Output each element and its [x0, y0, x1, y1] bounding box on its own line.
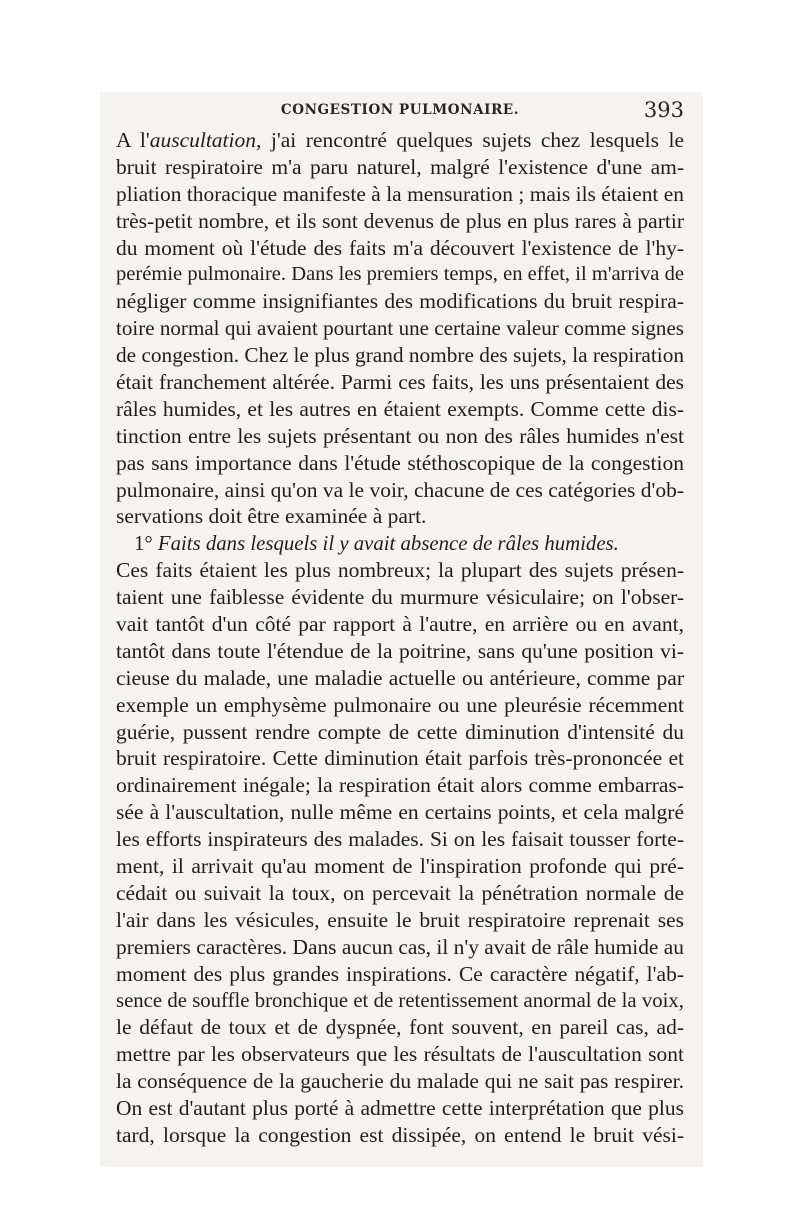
line-text: cédait ou suivait la toux, on percevait la pénétration normale de — [116, 880, 684, 905]
text-line — [116, 1122, 684, 1149]
line-text: pliation thoracique manifeste à la mensuration ; mais ils étaient en — [116, 181, 684, 206]
line-text: la conséquence de la gaucherie du malade qui ne sait pas respirer. — [116, 1069, 684, 1094]
line-text: tinction entre les sujets présentant ou non des râles humides n'est — [116, 423, 684, 448]
line-text: premiers caractères. Dans aucun cas, il n'y avait de râle humide au — [116, 934, 684, 959]
text-line — [116, 396, 684, 423]
text-line — [116, 719, 684, 746]
line-text: servations doit être examinée à part. — [116, 504, 427, 529]
text-line — [116, 1041, 684, 1068]
line-text: moment des plus grandes inspirations. Ce caractère négatif, l'ab- — [116, 961, 684, 986]
line-text: bruit respiratoire m'a paru naturel, malgré l'existence d'une am- — [116, 154, 684, 179]
text-line — [116, 477, 684, 504]
italic-text: auscultation, — [149, 128, 262, 152]
line-text: exemple un emphysème pulmonaire ou une pleurésie récemment — [116, 692, 684, 717]
text-line — [116, 423, 684, 450]
page-number: 393 — [643, 98, 684, 122]
text-line — [116, 584, 684, 611]
line-text: les efforts inspirateurs des malades. Si on les faisait tousser forte- — [116, 827, 684, 852]
line-text: A l' — [116, 128, 150, 152]
line-text: On est d'autant plus porté à admettre cette interprétation que plus — [116, 1096, 684, 1121]
text-line — [116, 208, 684, 235]
text-line — [116, 880, 684, 907]
text-line — [116, 1068, 684, 1095]
line-text: Ces faits étaient les plus nombreux; la plupart des sujets présen- — [116, 558, 684, 583]
line-text: j'ai rencontré quelques sujets chez lesquels le — [261, 128, 685, 152]
line-text: 1° — [134, 531, 158, 556]
line-text: ment, il arrivait qu'au moment de l'inspiration profonde qui pré- — [116, 854, 684, 879]
text-line — [116, 799, 684, 826]
text-line — [116, 638, 684, 665]
text-line — [116, 154, 684, 181]
text-line — [116, 181, 684, 208]
line-text: tard, lorsque la congestion est dissipée, on entend le bruit vési- — [116, 1122, 684, 1147]
text-line — [116, 1095, 684, 1122]
text-line — [116, 450, 684, 477]
line-text: râles humides, et les autres en étaient exempts. Comme cette dis- — [116, 396, 684, 421]
text-line — [116, 665, 684, 692]
text-line — [116, 288, 684, 315]
text-line — [116, 503, 684, 530]
line-text: vait tantôt d'un côté par rapport à l'autre, en arrière ou en avant, — [116, 612, 684, 637]
text-line — [116, 557, 684, 584]
line-text: l'air dans les vésicules, ensuite le bruit respiratoire reprenait ses — [116, 907, 684, 932]
italic-text: Faits dans lesquels il y avait absence de râles humides. — [157, 531, 619, 556]
text-line — [116, 611, 684, 638]
line-text: tantôt dans toute l'étendue de la poitrine, sans qu'une position vi- — [116, 638, 684, 663]
line-text: mettre par les observateurs que les résultats de l'auscultation sont — [116, 1042, 684, 1067]
line-text: négliger comme insignifiantes des modifications du bruit respira- — [116, 289, 684, 314]
line-text: de congestion. Chez le plus grand nombre des sujets, la respiration — [116, 343, 684, 368]
text-line — [116, 692, 684, 719]
line-text: sée à l'auscultation, nulle même en certains points, et cela malgré — [116, 800, 684, 825]
body-text — [116, 127, 684, 1149]
text-line — [116, 261, 684, 288]
running-head: CONGESTION PULMONAIRE. — [280, 102, 520, 118]
text-line — [116, 235, 684, 262]
line-text: du moment où l'étude des faits m'a découvert l'existence de l'hy- — [116, 235, 684, 260]
line-text: très-petit nombre, et ils sont devenus de plus en plus rares à partir — [116, 208, 684, 233]
text-line — [116, 772, 684, 799]
text-line — [116, 342, 684, 369]
line-text: perémie pulmonaire. Dans les premiers temps, en effet, il m'arriva de — [116, 263, 684, 286]
page-header — [116, 96, 684, 126]
text-line — [116, 315, 684, 342]
line-text: sence de souffle bronchique et de retentissement anormal de la voix, — [116, 989, 684, 1012]
line-text: toire normal qui avaient pourtant une certaine valeur comme signes — [116, 316, 684, 341]
text-line — [116, 988, 684, 1015]
line-text: pas sans importance dans l'étude stéthoscopique de la congestion — [116, 450, 684, 475]
text-line — [116, 127, 684, 154]
line-text: bruit respiratoire. Cette diminution était parfois très-prononcée et — [116, 746, 684, 771]
line-text: le défaut de toux et de dyspnée, font souvent, en pareil cas, ad- — [116, 1015, 684, 1040]
text-line — [116, 907, 684, 934]
line-text: guérie, pussent rendre compte de cette diminution d'intensité du — [116, 719, 684, 744]
line-text: taient une faiblesse évidente du murmure vésiculaire; on l'obser- — [116, 585, 684, 610]
line-text: cieuse du malade, une maladie actuelle ou antérieure, comme par — [116, 665, 684, 690]
text-line — [116, 826, 684, 853]
line-text: ordinairement inégale; la respiration était alors comme embarras- — [116, 773, 684, 798]
line-text: pulmonaire, ainsi qu'on va le voir, chacune de ces catégories d'ob- — [116, 477, 685, 502]
text-line — [116, 530, 684, 557]
text-line — [116, 369, 684, 396]
text-line — [116, 1014, 684, 1041]
text-line — [116, 961, 684, 988]
text-line — [116, 934, 684, 961]
text-line — [116, 745, 684, 772]
text-line — [116, 853, 684, 880]
line-text: était franchement altérée. Parmi ces faits, les uns présentaient des — [116, 370, 684, 395]
